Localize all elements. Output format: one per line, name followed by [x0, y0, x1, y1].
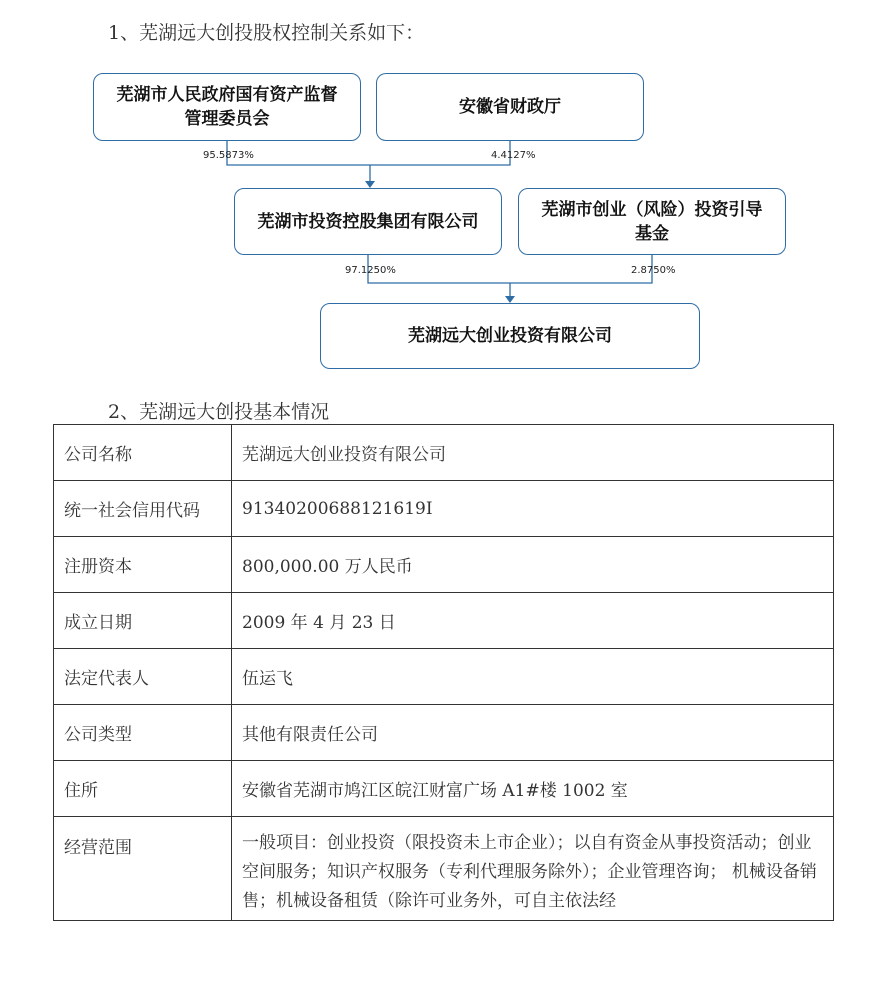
table-row: [54, 649, 834, 705]
row-value: 800,000.00 万人民币: [232, 537, 834, 593]
row-value-business-scope: 一般项目：创业投资（限投资未上市企业）；以自有资金从事投资活动；创业空间服务；知识产权服务（专利代理服务除外）；企业管理咨询； 机械设备销售；机械设备租赁（除许可业务外，可自主依法经: [232, 817, 834, 921]
arrowhead-to-inv: [365, 181, 375, 188]
share-percent-guidance-fund: 2.8750%: [631, 265, 676, 276]
table-row: [54, 761, 834, 817]
company-info-table: [53, 424, 834, 921]
arrowhead-to-target: [505, 296, 515, 303]
shareholder-name-finance-dept: 安徽省财政厅: [459, 97, 561, 117]
table-row: [54, 537, 834, 593]
row-value: 其他有限责任公司: [232, 705, 834, 761]
section-heading-basic-info: 2、芜湖远大创投基本情况: [108, 401, 330, 423]
shareholder-name-investment-holding: 芜湖市投资控股集团有限公司: [257, 211, 479, 232]
row-label: 注册资本: [54, 537, 232, 593]
row-label: 公司类型: [54, 705, 232, 761]
row-value: 91340200688121619I: [232, 481, 834, 537]
row-label: 统一社会信用代码: [54, 481, 232, 537]
row-label: 公司名称: [54, 425, 232, 481]
row-label: 住所: [54, 761, 232, 817]
company-box-target: [320, 303, 700, 369]
row-value: 安徽省芜湖市鸠江区皖江财富广场 A1#楼 1002 室: [232, 761, 834, 817]
share-percent-investment-holding: 97.1250%: [345, 265, 396, 276]
row-label: 经营范围: [54, 817, 232, 921]
row-label: 法定代表人: [54, 649, 232, 705]
section-heading-ownership: 1、芜湖远大创投股权控制关系如下：: [108, 22, 425, 44]
connector-fin: [370, 141, 510, 165]
shareholder-box-guidance-fund: [518, 188, 786, 255]
row-value: 伍运飞: [232, 649, 834, 705]
shareholder-name-guidance-fund: 芜湖市创业（风险）投资引导基金: [541, 199, 763, 244]
table-row: [54, 593, 834, 649]
company-name-target: 芜湖远大创业投资有限公司: [408, 326, 612, 346]
shareholder-name-sasac: 芜湖市人民政府国有资产监督管理委员会: [116, 85, 338, 129]
table-row: [54, 481, 834, 537]
table-row-business-scope: [54, 817, 834, 921]
shareholder-box-investment-holding: [234, 188, 502, 255]
row-value: 芜湖远大创业投资有限公司: [232, 425, 834, 481]
shareholder-box-sasac: [93, 73, 361, 141]
share-percent-sasac: 95.5873%: [203, 150, 254, 161]
row-label: 成立日期: [54, 593, 232, 649]
table-row: [54, 705, 834, 761]
shareholder-box-finance-dept: [376, 73, 644, 141]
share-percent-finance-dept: 4.4127%: [491, 150, 536, 161]
table-row: [54, 425, 834, 481]
row-value: 2009 年 4 月 23 日: [232, 593, 834, 649]
